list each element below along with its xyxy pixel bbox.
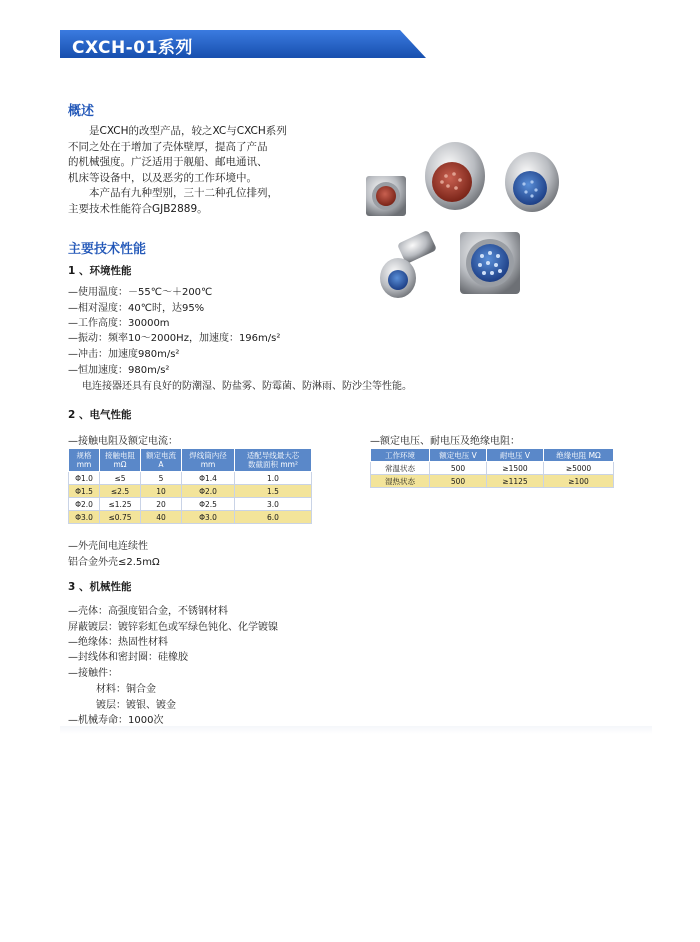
table-cell: ≤2.5 [100, 485, 141, 498]
table-header: 工作环境 [371, 449, 430, 462]
table-row [69, 485, 312, 498]
table-header-row [371, 449, 614, 462]
connector-illustration [360, 128, 560, 308]
table-cell: Φ3.0 [182, 511, 235, 524]
env-line: —恒加速度：980m/s² [68, 365, 170, 376]
mech-line: —壳体：高强度铝合金，不锈钢材料 [68, 606, 228, 617]
connector-photos [360, 128, 560, 308]
table-cell: 5 [141, 472, 182, 485]
mech-title: 3 、机械性能 [68, 581, 132, 593]
table-cell: 500 [430, 475, 487, 488]
mech-life-line: —机械寿命：1000次 [68, 715, 164, 726]
env-line: —工作高度：30000m [68, 318, 170, 329]
table-cell: ≤5 [100, 472, 141, 485]
table-cell: 3.0 [235, 498, 312, 511]
env-line: —使用温度：－55℃～＋200℃ [68, 287, 213, 298]
voltage-table [370, 448, 614, 488]
table-header-row [69, 449, 312, 472]
contact-label: —接触电阻及额定电流： [68, 436, 178, 447]
overview-line: 本产品有九种型别，三十二种孔位排列， [89, 187, 278, 200]
mech-line: —封线体和密封圈：硅橡胶 [68, 652, 188, 663]
series-banner [60, 30, 426, 58]
table-cell: Φ1.0 [69, 472, 100, 485]
elec-title: 2 、电气性能 [68, 409, 132, 421]
mech-contact-line: 镀层：镀银、镀金 [96, 700, 176, 711]
table-header: 适配导线最大芯 数截面积 mm² [235, 449, 312, 472]
table-cell: ≥1500 [487, 462, 544, 475]
voltage-label: —额定电压、耐电压及绝缘电阻： [370, 436, 520, 447]
mech-contact-line: 材料：铜合金 [96, 684, 156, 695]
overview-title: 概述 [68, 104, 95, 119]
table-cell: 40 [141, 511, 182, 524]
table-row [69, 511, 312, 524]
table-cell: 6.0 [235, 511, 312, 524]
table-cell: Φ1.5 [69, 485, 100, 498]
shell-line: —外壳间电连续性 [68, 541, 148, 552]
table-row [371, 462, 614, 475]
overview-line: 机床等设备中，以及恶劣的工作环境中。 [68, 171, 257, 184]
contact-table [68, 448, 312, 524]
env-line: —冲击：加速度980m/s² [68, 349, 180, 360]
table-cell: Φ3.0 [69, 511, 100, 524]
table-header: 焊线筒内径 mm [182, 449, 235, 472]
table-header: 规格 mm [69, 449, 100, 472]
specs-title: 主要技术性能 [68, 242, 147, 257]
table-cell: ≤1.25 [100, 498, 141, 511]
table-cell: ≥100 [544, 475, 614, 488]
overview-text [68, 124, 287, 218]
table-cell: 1.5 [235, 485, 312, 498]
bottom-divider [60, 726, 652, 734]
table-cell: 500 [430, 462, 487, 475]
table-cell: Φ2.5 [182, 498, 235, 511]
table-header: 耐电压 V [487, 449, 544, 462]
table-cell: 1.0 [235, 472, 312, 485]
env-line: —振动：频率10～2000Hz，加速度：196m/s² [68, 333, 281, 344]
overview-line: 的机械强度。广泛适用于舰船、邮电通讯、 [68, 156, 268, 169]
table-cell: 20 [141, 498, 182, 511]
table-row [69, 472, 312, 485]
table-cell: 常温状态 [371, 462, 430, 475]
env-title: 1 、环境性能 [68, 265, 132, 277]
table-cell: ≥1125 [487, 475, 544, 488]
table-cell: ≤0.75 [100, 511, 141, 524]
page-title: CXCH-01系列 [72, 38, 193, 58]
env-line: 电连接器还具有良好的防潮湿、防盐雾、防霉菌、防淋雨、防沙尘等性能。 [82, 381, 412, 392]
overview-line: 主要技术性能符合GJB2889。 [68, 202, 208, 215]
table-header: 接触电阻 mΩ [100, 449, 141, 472]
table-row [371, 475, 614, 488]
table-cell: Φ2.0 [182, 485, 235, 498]
table-cell: Φ2.0 [69, 498, 100, 511]
table-header: 额定电压 V [430, 449, 487, 462]
shell-line: 铝合金外壳≤2.5mΩ [68, 557, 160, 568]
table-cell: 10 [141, 485, 182, 498]
table-cell: 湿热状态 [371, 475, 430, 488]
table-header: 绝缘电阻 MΩ [544, 449, 614, 462]
mech-line: —接触件： [68, 668, 118, 679]
table-cell: ≥5000 [544, 462, 614, 475]
table-cell: Φ1.4 [182, 472, 235, 485]
table-row [69, 498, 312, 511]
env-line: —相对湿度：40℃时，达95% [68, 303, 205, 314]
table-header: 额定电流 A [141, 449, 182, 472]
overview-line: 不同之处在于增加了壳体壁厚，提高了产品 [68, 140, 268, 153]
overview-line: 是CXCH的改型产品，较之XC与CXCH系列 [89, 125, 287, 137]
mech-line: 屏蔽镀层：镀锌彩虹色或军绿色钝化、化学镀镍 [68, 622, 278, 633]
mech-line: —绝缘体：热固性材料 [68, 637, 168, 648]
